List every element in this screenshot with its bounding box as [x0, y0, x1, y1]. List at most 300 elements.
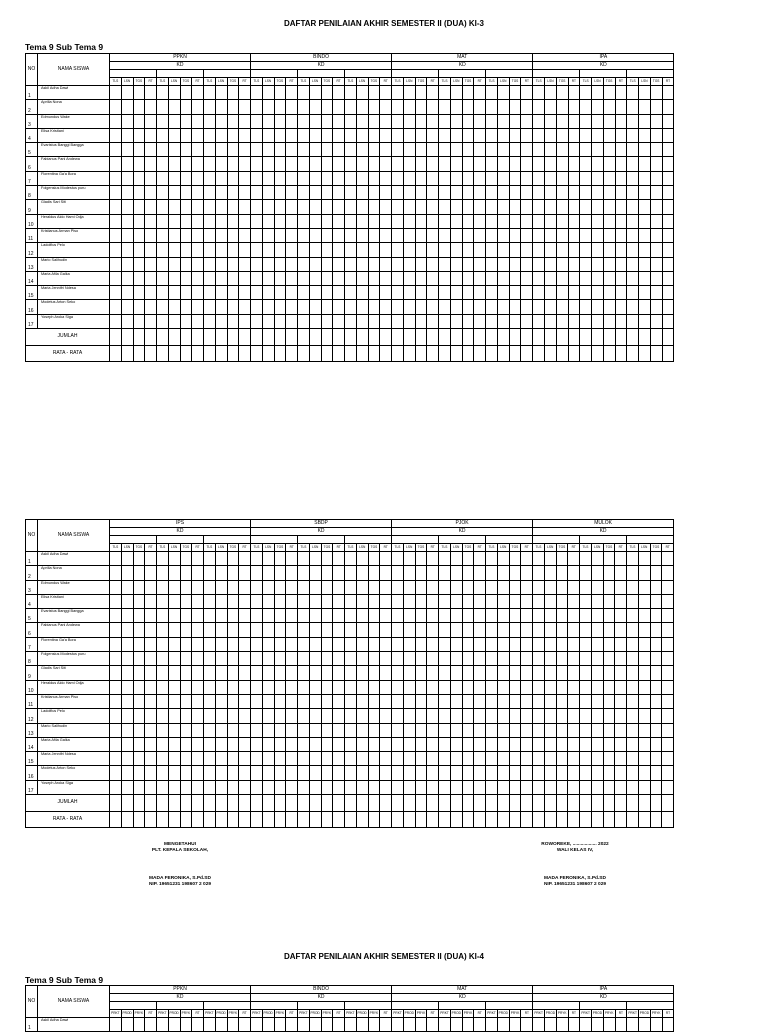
grade-cell[interactable] [239, 200, 251, 214]
total-cell[interactable] [262, 795, 274, 812]
grade-cell[interactable] [380, 286, 392, 300]
grade-cell[interactable] [556, 623, 568, 637]
grade-cell[interactable] [215, 214, 227, 228]
grade-cell[interactable] [509, 186, 521, 200]
grade-cell[interactable] [192, 594, 204, 608]
grade-cell[interactable] [321, 780, 333, 794]
grade-cell[interactable] [239, 100, 251, 114]
grade-cell[interactable] [439, 766, 451, 780]
grade-cell[interactable] [227, 314, 239, 328]
grade-cell[interactable] [110, 86, 122, 100]
grade-cell[interactable] [556, 257, 568, 271]
grade-cell[interactable] [403, 594, 415, 608]
grade-cell[interactable] [274, 723, 286, 737]
grade-cell[interactable] [286, 243, 298, 257]
grade-cell[interactable] [497, 257, 509, 271]
grade-cell[interactable] [121, 228, 133, 242]
grade-cell[interactable] [627, 300, 639, 314]
grade-cell[interactable] [168, 552, 180, 566]
grade-cell[interactable] [321, 680, 333, 694]
grade-cell[interactable] [286, 737, 298, 751]
grade-cell[interactable] [380, 257, 392, 271]
grade-cell[interactable] [345, 157, 357, 171]
grade-cell[interactable] [627, 143, 639, 157]
grade-cell[interactable] [286, 228, 298, 242]
grade-cell[interactable] [627, 623, 639, 637]
grade-cell[interactable] [356, 214, 368, 228]
grade-cell[interactable] [439, 100, 451, 114]
grade-cell[interactable] [568, 580, 580, 594]
grade-cell[interactable] [450, 186, 462, 200]
grade-cell[interactable] [145, 709, 157, 723]
grade-cell[interactable] [486, 171, 498, 185]
grade-cell[interactable] [650, 228, 662, 242]
grade-cell[interactable] [309, 666, 321, 680]
grade-cell[interactable] [298, 228, 310, 242]
grade-cell[interactable] [662, 257, 674, 271]
grade-cell[interactable] [486, 680, 498, 694]
grade-cell[interactable] [215, 243, 227, 257]
grade-cell[interactable] [486, 243, 498, 257]
grade-cell[interactable] [545, 100, 557, 114]
grade-cell[interactable] [368, 171, 380, 185]
grade-cell[interactable] [615, 752, 627, 766]
grade-cell[interactable] [204, 257, 216, 271]
grade-cell[interactable] [439, 637, 451, 651]
grade-cell[interactable] [345, 228, 357, 242]
grade-cell[interactable] [615, 652, 627, 666]
grade-cell[interactable] [239, 680, 251, 694]
grade-cell[interactable] [462, 300, 474, 314]
grade-cell[interactable] [392, 171, 404, 185]
grade-cell[interactable] [556, 680, 568, 694]
grade-cell[interactable] [580, 128, 592, 142]
grade-cell[interactable] [121, 609, 133, 623]
grade-cell[interactable] [591, 594, 603, 608]
grade-cell[interactable] [450, 157, 462, 171]
grade-cell[interactable] [321, 271, 333, 285]
grade-cell[interactable] [392, 143, 404, 157]
grade-cell[interactable] [110, 623, 122, 637]
grade-cell[interactable] [603, 694, 615, 708]
grade-cell[interactable] [215, 86, 227, 100]
grade-cell[interactable] [521, 552, 533, 566]
grade-cell[interactable] [133, 766, 145, 780]
grade-cell[interactable] [110, 214, 122, 228]
total-cell[interactable] [356, 795, 368, 812]
grade-cell[interactable] [462, 723, 474, 737]
grade-cell[interactable] [309, 723, 321, 737]
grade-cell[interactable] [662, 171, 674, 185]
grade-cell[interactable] [568, 637, 580, 651]
grade-cell[interactable] [521, 694, 533, 708]
grade-cell[interactable] [145, 171, 157, 185]
grade-cell[interactable] [286, 100, 298, 114]
grade-cell[interactable] [356, 114, 368, 128]
grade-cell[interactable] [462, 637, 474, 651]
grade-cell[interactable] [227, 114, 239, 128]
total-cell[interactable] [368, 329, 380, 346]
grade-cell[interactable] [556, 243, 568, 257]
grade-cell[interactable] [439, 694, 451, 708]
grade-cell[interactable] [638, 694, 650, 708]
grade-cell[interactable] [286, 143, 298, 157]
grade-cell[interactable] [368, 243, 380, 257]
grade-cell[interactable] [215, 694, 227, 708]
total-cell[interactable] [356, 345, 368, 362]
grade-cell[interactable] [110, 1018, 122, 1032]
grade-cell[interactable] [321, 214, 333, 228]
grade-cell[interactable] [110, 257, 122, 271]
grade-cell[interactable] [662, 652, 674, 666]
grade-cell[interactable] [392, 1018, 404, 1032]
total-cell[interactable] [392, 795, 404, 812]
grade-cell[interactable] [168, 1018, 180, 1032]
grade-cell[interactable] [533, 143, 545, 157]
total-cell[interactable] [427, 795, 439, 812]
total-cell[interactable] [180, 345, 192, 362]
grade-cell[interactable] [309, 300, 321, 314]
total-cell[interactable] [486, 345, 498, 362]
grade-cell[interactable] [227, 186, 239, 200]
grade-cell[interactable] [415, 243, 427, 257]
grade-cell[interactable] [627, 1018, 639, 1032]
grade-cell[interactable] [121, 652, 133, 666]
grade-cell[interactable] [368, 580, 380, 594]
grade-cell[interactable] [392, 186, 404, 200]
grade-cell[interactable] [180, 228, 192, 242]
grade-cell[interactable] [157, 157, 169, 171]
total-cell[interactable] [180, 795, 192, 812]
grade-cell[interactable] [462, 694, 474, 708]
grade-cell[interactable] [251, 100, 263, 114]
grade-cell[interactable] [168, 566, 180, 580]
grade-cell[interactable] [615, 780, 627, 794]
grade-cell[interactable] [309, 1018, 321, 1032]
total-cell[interactable] [380, 811, 392, 828]
grade-cell[interactable] [145, 114, 157, 128]
grade-cell[interactable] [497, 86, 509, 100]
grade-cell[interactable] [474, 171, 486, 185]
grade-cell[interactable] [603, 666, 615, 680]
grade-cell[interactable] [110, 694, 122, 708]
grade-cell[interactable] [439, 666, 451, 680]
grade-cell[interactable] [556, 709, 568, 723]
grade-cell[interactable] [145, 157, 157, 171]
grade-cell[interactable] [262, 594, 274, 608]
grade-cell[interactable] [227, 580, 239, 594]
grade-cell[interactable] [121, 594, 133, 608]
grade-cell[interactable] [474, 86, 486, 100]
grade-cell[interactable] [592, 200, 604, 214]
grade-cell[interactable] [450, 666, 462, 680]
grade-cell[interactable] [580, 609, 592, 623]
grade-cell[interactable] [580, 680, 592, 694]
grade-cell[interactable] [439, 752, 451, 766]
total-cell[interactable] [486, 329, 498, 346]
grade-cell[interactable] [333, 186, 345, 200]
grade-cell[interactable] [474, 766, 486, 780]
grade-cell[interactable] [168, 200, 180, 214]
grade-cell[interactable] [380, 766, 392, 780]
total-cell[interactable] [603, 345, 615, 362]
grade-cell[interactable] [545, 271, 557, 285]
grade-cell[interactable] [298, 271, 310, 285]
grade-cell[interactable] [415, 114, 427, 128]
grade-cell[interactable] [403, 214, 415, 228]
total-cell[interactable] [239, 795, 251, 812]
grade-cell[interactable] [133, 228, 145, 242]
grade-cell[interactable] [133, 652, 145, 666]
grade-cell[interactable] [474, 752, 486, 766]
grade-cell[interactable] [345, 286, 357, 300]
grade-cell[interactable] [662, 752, 674, 766]
total-cell[interactable] [286, 811, 298, 828]
grade-cell[interactable] [521, 637, 533, 651]
grade-cell[interactable] [450, 257, 462, 271]
total-cell[interactable] [462, 795, 474, 812]
grade-cell[interactable] [627, 609, 639, 623]
grade-cell[interactable] [180, 257, 192, 271]
total-cell[interactable] [650, 345, 662, 362]
grade-cell[interactable] [121, 86, 133, 100]
grade-cell[interactable] [286, 752, 298, 766]
grade-cell[interactable] [168, 314, 180, 328]
grade-cell[interactable] [509, 637, 521, 651]
grade-cell[interactable] [356, 623, 368, 637]
grade-cell[interactable] [497, 723, 509, 737]
grade-cell[interactable] [533, 766, 545, 780]
total-cell[interactable] [521, 811, 533, 828]
grade-cell[interactable] [615, 286, 627, 300]
total-cell[interactable] [450, 811, 462, 828]
grade-cell[interactable] [662, 609, 674, 623]
grade-cell[interactable] [110, 566, 122, 580]
total-cell[interactable] [556, 345, 568, 362]
grade-cell[interactable] [509, 652, 521, 666]
grade-cell[interactable] [521, 243, 533, 257]
grade-cell[interactable] [615, 680, 627, 694]
grade-cell[interactable] [168, 723, 180, 737]
grade-cell[interactable] [204, 709, 216, 723]
grade-cell[interactable] [168, 128, 180, 142]
total-cell[interactable] [568, 811, 580, 828]
grade-cell[interactable] [474, 737, 486, 751]
grade-cell[interactable] [356, 314, 368, 328]
grade-cell[interactable] [321, 143, 333, 157]
grade-cell[interactable] [486, 723, 498, 737]
grade-cell[interactable] [627, 780, 639, 794]
grade-cell[interactable] [427, 86, 439, 100]
grade-cell[interactable] [662, 143, 674, 157]
grade-cell[interactable] [345, 580, 357, 594]
grade-cell[interactable] [533, 200, 545, 214]
total-cell[interactable] [168, 795, 180, 812]
grade-cell[interactable] [121, 752, 133, 766]
grade-cell[interactable] [251, 86, 263, 100]
total-cell[interactable] [309, 795, 321, 812]
grade-cell[interactable] [521, 314, 533, 328]
grade-cell[interactable] [415, 1018, 427, 1032]
grade-cell[interactable] [110, 271, 122, 285]
grade-cell[interactable] [356, 300, 368, 314]
grade-cell[interactable] [333, 1018, 345, 1032]
grade-cell[interactable] [497, 214, 509, 228]
grade-cell[interactable] [215, 171, 227, 185]
grade-cell[interactable] [251, 780, 263, 794]
grade-cell[interactable] [556, 637, 568, 651]
grade-cell[interactable] [110, 637, 122, 651]
grade-cell[interactable] [157, 1018, 169, 1032]
total-cell[interactable] [545, 329, 557, 346]
grade-cell[interactable] [204, 143, 216, 157]
grade-cell[interactable] [509, 666, 521, 680]
grade-cell[interactable] [439, 128, 451, 142]
grade-cell[interactable] [615, 566, 627, 580]
grade-cell[interactable] [180, 609, 192, 623]
grade-cell[interactable] [415, 86, 427, 100]
grade-cell[interactable] [486, 1018, 498, 1032]
grade-cell[interactable] [145, 271, 157, 285]
grade-cell[interactable] [321, 737, 333, 751]
grade-cell[interactable] [580, 652, 592, 666]
grade-cell[interactable] [345, 271, 357, 285]
total-cell[interactable] [321, 329, 333, 346]
grade-cell[interactable] [251, 666, 263, 680]
grade-cell[interactable] [192, 666, 204, 680]
grade-cell[interactable] [121, 114, 133, 128]
grade-cell[interactable] [650, 623, 662, 637]
grade-cell[interactable] [662, 1018, 674, 1032]
grade-cell[interactable] [427, 143, 439, 157]
grade-cell[interactable] [145, 752, 157, 766]
grade-cell[interactable] [615, 228, 627, 242]
grade-cell[interactable] [204, 694, 216, 708]
grade-cell[interactable] [603, 200, 615, 214]
grade-cell[interactable] [309, 200, 321, 214]
total-cell[interactable] [262, 811, 274, 828]
grade-cell[interactable] [133, 637, 145, 651]
grade-cell[interactable] [192, 694, 204, 708]
grade-cell[interactable] [192, 652, 204, 666]
grade-cell[interactable] [427, 652, 439, 666]
grade-cell[interactable] [392, 623, 404, 637]
grade-cell[interactable] [321, 114, 333, 128]
grade-cell[interactable] [356, 652, 368, 666]
grade-cell[interactable] [180, 100, 192, 114]
grade-cell[interactable] [215, 580, 227, 594]
grade-cell[interactable] [110, 143, 122, 157]
grade-cell[interactable] [345, 723, 357, 737]
grade-cell[interactable] [192, 623, 204, 637]
grade-cell[interactable] [110, 723, 122, 737]
grade-cell[interactable] [215, 157, 227, 171]
grade-cell[interactable] [521, 214, 533, 228]
grade-cell[interactable] [486, 157, 498, 171]
grade-cell[interactable] [133, 566, 145, 580]
total-cell[interactable] [345, 345, 357, 362]
grade-cell[interactable] [439, 652, 451, 666]
grade-cell[interactable] [474, 609, 486, 623]
grade-cell[interactable] [321, 157, 333, 171]
grade-cell[interactable] [662, 723, 674, 737]
grade-cell[interactable] [533, 580, 545, 594]
grade-cell[interactable] [368, 1018, 380, 1032]
total-cell[interactable] [403, 345, 415, 362]
grade-cell[interactable] [368, 637, 380, 651]
grade-cell[interactable] [392, 580, 404, 594]
grade-cell[interactable] [533, 566, 545, 580]
grade-cell[interactable] [556, 200, 568, 214]
grade-cell[interactable] [545, 314, 557, 328]
total-cell[interactable] [180, 811, 192, 828]
grade-cell[interactable] [533, 609, 545, 623]
grade-cell[interactable] [545, 157, 557, 171]
grade-cell[interactable] [133, 552, 145, 566]
total-cell[interactable] [392, 329, 404, 346]
grade-cell[interactable] [239, 171, 251, 185]
grade-cell[interactable] [627, 186, 639, 200]
grade-cell[interactable] [368, 257, 380, 271]
grade-cell[interactable] [168, 86, 180, 100]
grade-cell[interactable] [274, 752, 286, 766]
grade-cell[interactable] [591, 566, 603, 580]
grade-cell[interactable] [298, 143, 310, 157]
grade-cell[interactable] [403, 86, 415, 100]
grade-cell[interactable] [439, 594, 451, 608]
grade-cell[interactable] [627, 580, 639, 594]
grade-cell[interactable] [544, 737, 556, 751]
grade-cell[interactable] [239, 737, 251, 751]
grade-cell[interactable] [298, 680, 310, 694]
total-cell[interactable] [568, 329, 580, 346]
grade-cell[interactable] [262, 128, 274, 142]
grade-cell[interactable] [380, 637, 392, 651]
total-cell[interactable] [627, 795, 639, 812]
grade-cell[interactable] [474, 257, 486, 271]
grade-cell[interactable] [627, 637, 639, 651]
grade-cell[interactable] [580, 314, 592, 328]
grade-cell[interactable] [486, 214, 498, 228]
total-cell[interactable] [274, 811, 286, 828]
grade-cell[interactable] [321, 694, 333, 708]
grade-cell[interactable] [333, 143, 345, 157]
grade-cell[interactable] [368, 623, 380, 637]
grade-cell[interactable] [333, 637, 345, 651]
grade-cell[interactable] [157, 580, 169, 594]
total-cell[interactable] [121, 345, 133, 362]
grade-cell[interactable] [251, 752, 263, 766]
grade-cell[interactable] [321, 580, 333, 594]
grade-cell[interactable] [592, 157, 604, 171]
grade-cell[interactable] [556, 752, 568, 766]
total-cell[interactable] [427, 811, 439, 828]
grade-cell[interactable] [592, 286, 604, 300]
grade-cell[interactable] [474, 300, 486, 314]
grade-cell[interactable] [286, 680, 298, 694]
grade-cell[interactable] [615, 128, 627, 142]
grade-cell[interactable] [533, 100, 545, 114]
grade-cell[interactable] [180, 200, 192, 214]
grade-cell[interactable] [227, 300, 239, 314]
grade-cell[interactable] [509, 86, 521, 100]
grade-cell[interactable] [521, 228, 533, 242]
grade-cell[interactable] [227, 737, 239, 751]
grade-cell[interactable] [615, 200, 627, 214]
grade-cell[interactable] [544, 566, 556, 580]
grade-cell[interactable] [392, 228, 404, 242]
grade-cell[interactable] [392, 86, 404, 100]
